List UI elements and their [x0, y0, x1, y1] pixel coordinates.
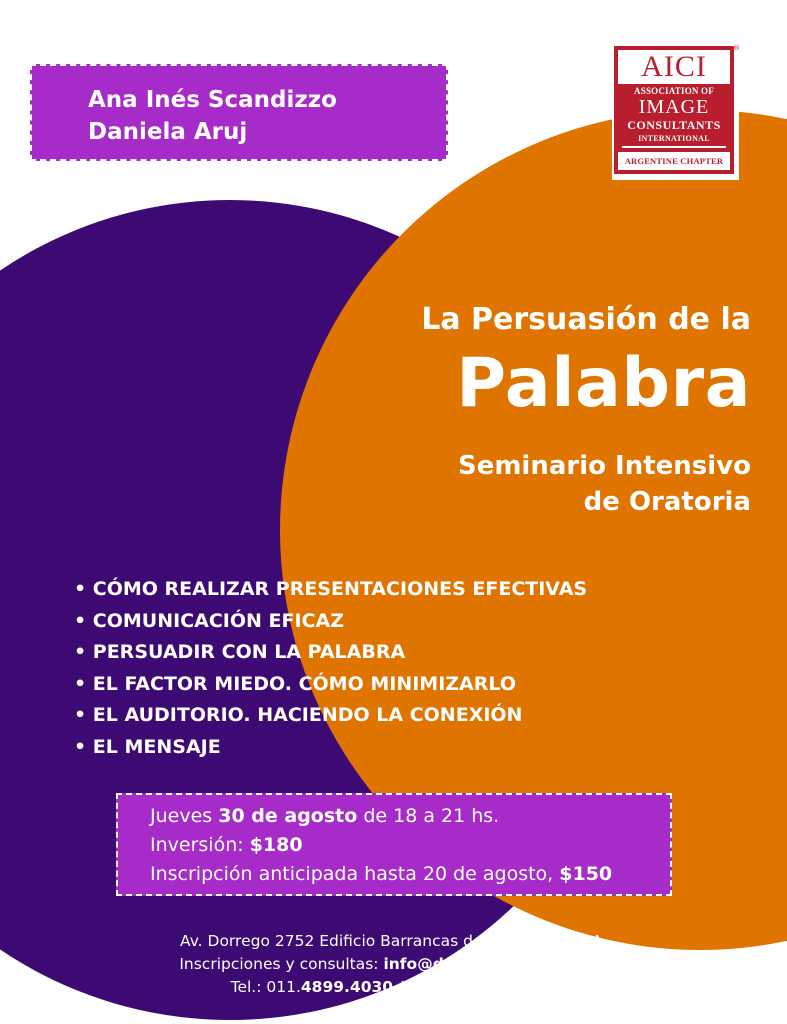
logo-body — [618, 84, 730, 172]
title-main: Palabra — [456, 344, 751, 423]
registered-mark: ® — [733, 44, 740, 52]
subtitle-line-1: Seminario Intensivo — [457, 451, 751, 481]
inquiry-label: Inscripciones y consultas: — [179, 955, 384, 973]
bullet-icon: • — [74, 704, 87, 727]
topic-text: CÓMO REALIZAR PRESENTACIONES EFECTIVAS — [92, 578, 588, 600]
logo-line-image: IMAGE — [638, 96, 710, 118]
bullet-icon: • — [74, 578, 87, 600]
date-prefix: Jueves — [150, 805, 219, 827]
footer-phone — [0, 976, 787, 999]
topic-item — [74, 669, 587, 701]
date-suffix: de 18 a 21 hs. — [357, 805, 500, 827]
topic-item — [74, 637, 587, 669]
authors-box — [30, 64, 448, 161]
logo-line-association: ASSOCIATION OF — [634, 86, 714, 96]
topic-item — [74, 700, 587, 732]
price-label: Inversión: — [150, 834, 250, 856]
subtitle — [458, 448, 751, 520]
author-name: Ana Inés Scandizzo — [88, 87, 337, 113]
bullet-icon: • — [74, 735, 87, 758]
subtitle-line-2: de Oratoria — [583, 487, 751, 517]
topic-text: EL MENSAJE — [92, 735, 221, 758]
aici-logo — [612, 44, 739, 180]
bullet-icon: • — [74, 672, 87, 695]
tel-2: 15.69387050 — [442, 978, 557, 996]
logo-divider — [622, 146, 726, 148]
date-line — [150, 802, 670, 831]
topic-item — [74, 606, 587, 638]
early-label: Inscripción anticipada hasta 20 de agosto, — [150, 863, 560, 885]
logo-frame — [614, 46, 734, 174]
date-bold: 30 de agosto — [218, 805, 358, 827]
bullet-icon: • — [74, 641, 87, 664]
tel-sep: / 011. — [393, 978, 443, 996]
logo-line-international: INTERNATIONAL — [638, 134, 710, 143]
early-value: $150 — [559, 863, 613, 885]
early-line — [150, 860, 670, 889]
title-line-1: La Persuasión de la — [421, 302, 751, 337]
bullet-icon: • — [74, 609, 87, 632]
details-box — [116, 793, 672, 896]
email-link[interactable]: info@danielaaaruj.com.ar — [383, 955, 608, 973]
logo-acronym: AICI — [618, 50, 730, 84]
footer-inquiry — [0, 953, 787, 976]
tel-1: 4899.4030 — [300, 978, 394, 996]
topic-text: PERSUADIR CON LA PALABRA — [92, 641, 406, 664]
logo-chapter: ARGENTINE CHAPTER — [618, 152, 730, 170]
price-value: $180 — [249, 834, 303, 856]
footer-address: Av. Dorrego 2752 Edificio Barrancas de Dorrego, CABA. — [180, 932, 607, 950]
logo-line-consultants: CONSULTANTS — [627, 118, 721, 132]
topic-item — [74, 732, 587, 764]
topics-list — [74, 574, 587, 764]
footer — [0, 930, 787, 999]
topic-text: EL AUDITORIO. HACIENDO LA CONEXIÓN — [92, 704, 523, 727]
topic-text: EL FACTOR MIEDO. CÓMO MINIMIZARLO — [92, 672, 516, 695]
price-line — [150, 831, 670, 860]
author-name: Daniela Aruj — [88, 119, 248, 145]
topic-item — [74, 574, 587, 606]
tel-label: Tel.: 011. — [230, 978, 301, 996]
topic-text: COMUNICACIÓN EFICAZ — [92, 609, 344, 632]
